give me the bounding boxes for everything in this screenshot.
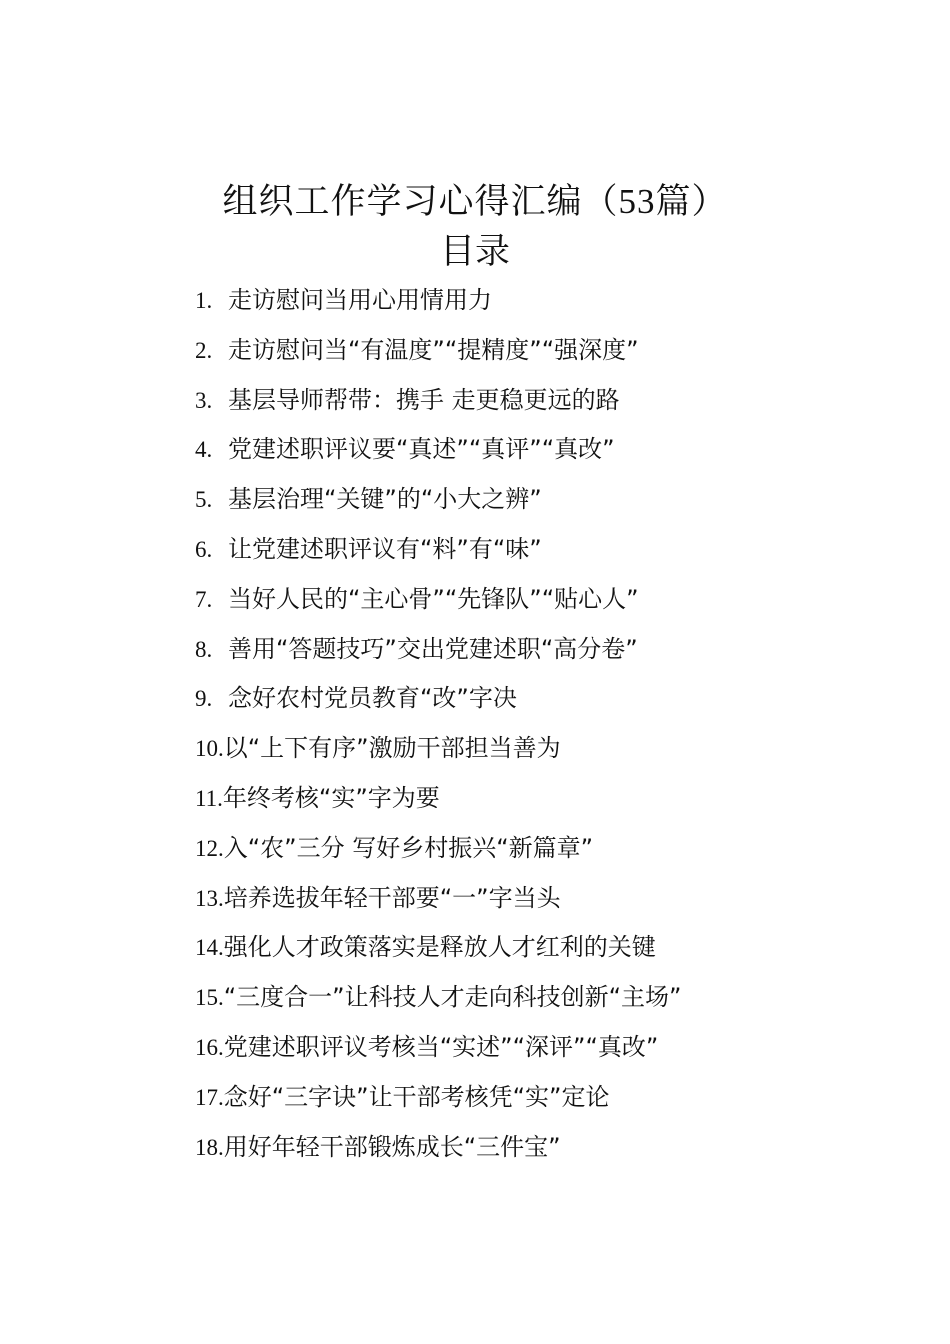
toc-item xyxy=(195,1123,915,1173)
toc-item xyxy=(195,625,915,675)
toc-item-number: 4. xyxy=(195,437,213,463)
toc-list xyxy=(195,276,915,1172)
toc-item xyxy=(195,525,915,575)
toc-item xyxy=(195,824,915,874)
toc-item-title: 善用“答题技巧”交出党建述职“高分卷” xyxy=(228,634,638,663)
toc-item-title: 用好年轻干部锻炼成长“三件宝” xyxy=(223,1132,561,1161)
toc-item-number: 16. xyxy=(195,1034,224,1060)
document-title xyxy=(0,176,950,228)
toc-item xyxy=(195,1023,915,1073)
toc-item-number: 18. xyxy=(195,1134,224,1160)
toc-item-title: “三度合一”让科技人才走向科技创新“主场” xyxy=(223,983,682,1012)
toc-item xyxy=(195,276,915,326)
toc-item-title: 党建述职评议要“真述”“真评”“真改” xyxy=(228,435,615,464)
toc-item-title: 走访慰问当用心用情用力 xyxy=(228,286,492,314)
toc-item xyxy=(195,425,915,475)
toc-item-number: 10. xyxy=(195,736,224,762)
toc-item-number: 9. xyxy=(195,686,213,712)
toc-item-number: 7. xyxy=(195,586,213,612)
toc-item-title: 基层治理“关键”的“小大之辨” xyxy=(228,485,542,514)
toc-item xyxy=(195,575,915,625)
title-prefix: 组织工作学习心得汇编（ xyxy=(222,182,619,222)
toc-item xyxy=(195,326,915,376)
toc-item-number: 11. xyxy=(195,785,223,811)
toc-item xyxy=(195,376,915,426)
toc-item-number: 3. xyxy=(195,387,213,413)
toc-item-number: 6. xyxy=(195,536,213,562)
toc-item xyxy=(195,923,915,973)
toc-item-number: 14. xyxy=(195,935,224,961)
toc-item-title: 当好人民的“主心骨”“先锋队”“贴心人” xyxy=(228,584,639,613)
toc-item-number: 13. xyxy=(195,885,224,911)
toc-item xyxy=(195,724,915,774)
toc-item-title: 强化人才政策落实是释放人才红利的关键 xyxy=(223,933,656,962)
toc-item-title: 基层导师帮带：携手 走更稳更远的路 xyxy=(228,385,620,414)
toc-item xyxy=(195,674,915,724)
title-count: 53 xyxy=(618,182,656,221)
toc-item-number: 5. xyxy=(195,487,213,513)
toc-heading: 目录 xyxy=(439,232,510,272)
toc-item-number: 17. xyxy=(195,1084,224,1110)
toc-item-title: 以“上下有序”激励干部担当善为 xyxy=(223,734,561,763)
toc-item xyxy=(195,774,915,824)
toc-item-title: 年终考核“实”字为要 xyxy=(222,783,440,812)
toc-item xyxy=(195,1073,915,1123)
toc-item-number: 2. xyxy=(195,337,213,363)
toc-item-title: 党建述职评议考核当“实述”“深评”“真改” xyxy=(223,1032,659,1061)
toc-item xyxy=(195,874,915,924)
toc-item-number: 8. xyxy=(195,636,213,662)
toc-item-number: 15. xyxy=(195,985,224,1011)
toc-item-number: 1. xyxy=(195,288,213,313)
toc-item xyxy=(195,475,915,525)
toc-item-title: 入“农”三分 写好乡村振兴“新篇章” xyxy=(223,833,594,862)
toc-item-title: 让党建述职评议有“料”有“味” xyxy=(228,534,542,563)
toc-item-title: 念好农村党员教育“改”字决 xyxy=(228,684,517,713)
toc-item-title: 念好“三字诀”让干部考核凭“实”定论 xyxy=(223,1082,610,1111)
title-suffix: 篇） xyxy=(655,182,728,222)
toc-item-title: 培养选拔年轻干部要“一”字当头 xyxy=(223,883,561,912)
toc-item-title: 走访慰问当“有温度”“提精度”“强深度” xyxy=(228,335,639,364)
toc-item-number: 12. xyxy=(195,835,224,861)
toc-item xyxy=(195,973,915,1023)
